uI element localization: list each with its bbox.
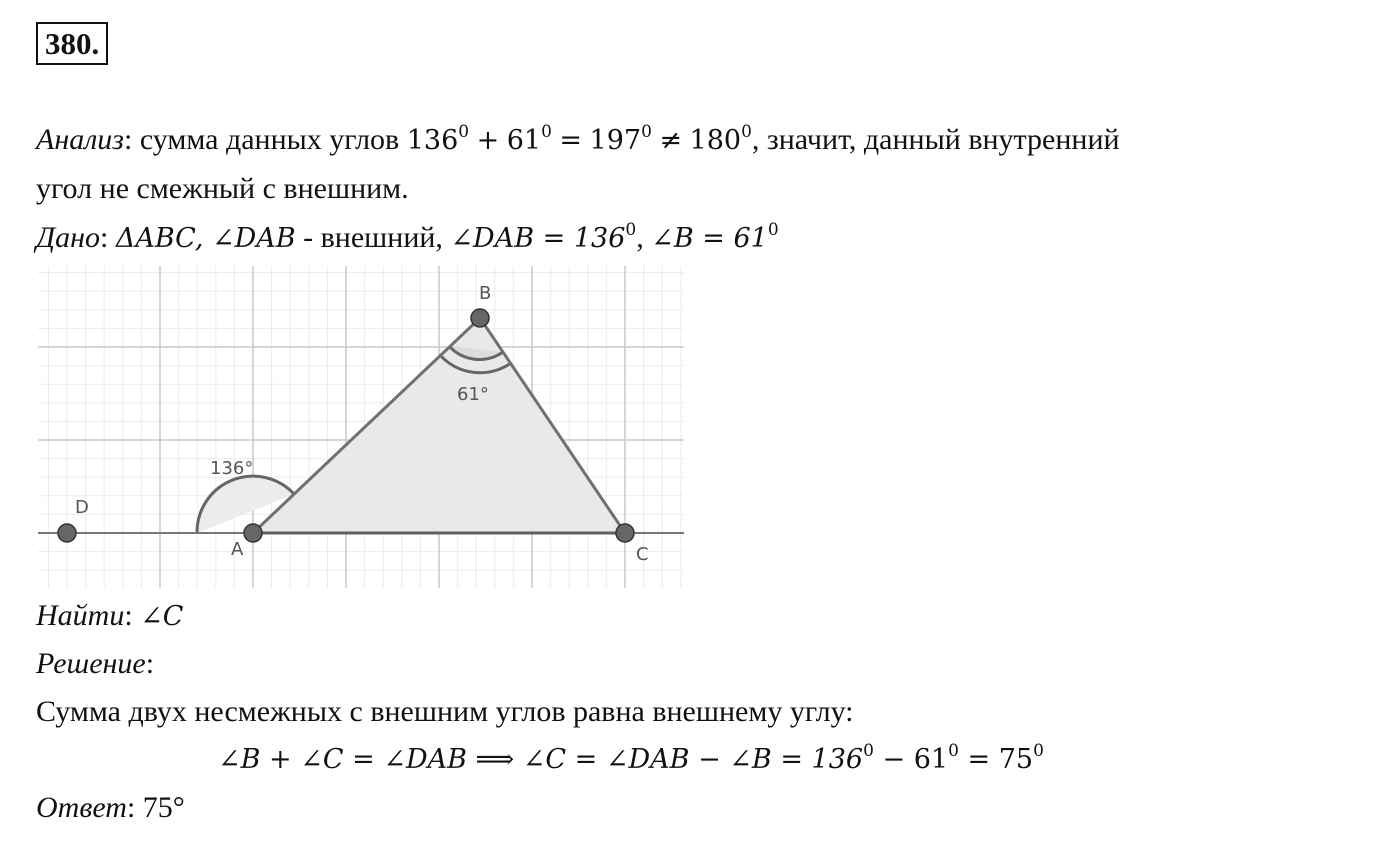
op-eq: = <box>967 744 991 775</box>
grid-minor-lines <box>38 266 684 588</box>
triangle-figure <box>38 266 684 588</box>
label-a: A <box>231 539 244 560</box>
sup-0: 0 <box>641 122 652 142</box>
label-b: B <box>479 283 492 304</box>
solution-text-line <box>36 693 854 731</box>
colon: : <box>124 599 141 632</box>
analysis-text-2: значит, данный внутренний <box>766 123 1120 156</box>
answer-label: Ответ <box>36 791 127 824</box>
analysis-text-1: сумма данных углов <box>139 123 400 156</box>
colon: : <box>126 791 143 824</box>
point-b <box>471 309 489 327</box>
sup-0: 0 <box>741 122 752 142</box>
op-minus: − <box>882 744 906 775</box>
solution-label-line <box>36 645 154 683</box>
comma: , <box>751 123 767 156</box>
find-value: ∠C <box>140 601 184 632</box>
label-d: D <box>75 497 89 518</box>
sup-0: 0 <box>541 122 552 142</box>
angle-a-exterior-label: 136° <box>210 458 254 479</box>
sup-0: 0 <box>767 220 779 240</box>
point-d <box>58 524 76 542</box>
answer-value: 75° <box>142 791 185 824</box>
given-triangle: ΔABC, ∠DAB <box>115 223 296 254</box>
colon: : <box>124 123 140 156</box>
expr-180: 180 <box>689 125 742 156</box>
sup-0: 0 <box>863 741 874 761</box>
sup-0: 0 <box>1033 741 1044 761</box>
sup-0: 0 <box>625 220 637 240</box>
equation-part-2: 61 <box>913 744 949 775</box>
given-angle-dab: ∠DAB = 136 <box>450 223 626 254</box>
given-line <box>36 219 779 258</box>
colon: : <box>99 221 116 254</box>
find-label: Найти <box>36 599 125 632</box>
angle-b-label: 61° <box>457 384 489 405</box>
comma: , <box>636 221 652 254</box>
analysis-label: Анализ <box>36 123 124 156</box>
analysis-line-1 <box>36 121 1120 160</box>
given-angle-b: ∠B = 61 <box>651 223 768 254</box>
op-eq: = <box>559 125 583 156</box>
problem-number: 380. <box>36 22 108 65</box>
answer-line <box>36 789 185 827</box>
given-text: - внешний, <box>303 221 443 254</box>
equation-part-3: 75 <box>998 744 1034 775</box>
expr-136: 136 <box>406 125 459 156</box>
given-label: Дано <box>36 221 100 254</box>
sup-0: 0 <box>948 741 959 761</box>
equation-part-1: ∠B + ∠C = ∠DAB ⟹ ∠C = ∠DAB − ∠B = 136 <box>218 744 864 775</box>
op-plus: + <box>476 125 500 156</box>
expr-61: 61 <box>506 125 542 156</box>
solution-text: Сумма двух несмежных с внешним углов равна внешнему углу: <box>36 695 854 728</box>
op-neq: ≠ <box>659 125 683 156</box>
colon: : <box>145 647 155 680</box>
analysis-line-2 <box>36 170 409 208</box>
find-line <box>36 597 183 636</box>
analysis-text-3: угол не смежный с внешним. <box>36 172 409 205</box>
point-c <box>616 524 634 542</box>
grid-major-lines <box>38 266 684 588</box>
solution-equation <box>218 741 1044 779</box>
sup-0: 0 <box>458 122 470 142</box>
label-c: C <box>636 544 649 565</box>
solution-label: Решение <box>36 647 146 680</box>
point-a <box>244 524 262 542</box>
expr-197: 197 <box>589 125 642 156</box>
